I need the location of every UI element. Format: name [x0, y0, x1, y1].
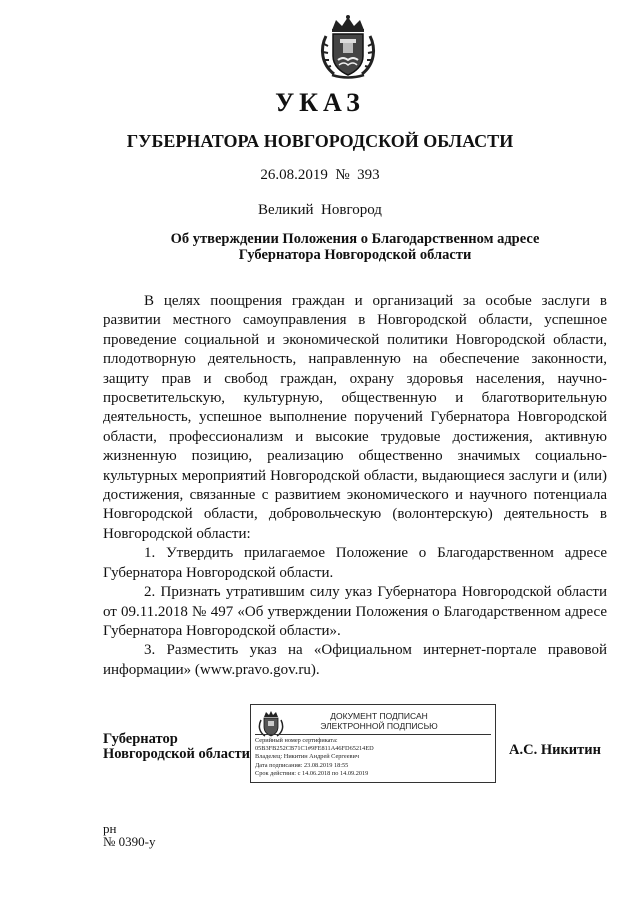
issuer-title: ГУБЕРНАТОРА НОВГОРОДСКОЙ ОБЛАСТИ — [126, 131, 514, 151]
footer-initials: рн — [103, 821, 117, 836]
stamp-owner: Владелец: Никитин Андрей Сергеевич — [255, 753, 360, 761]
date-and-number: 26.08.2019 № 393 — [260, 167, 380, 183]
city-line: Великий Новгород — [258, 202, 382, 218]
stamp-validity: Срок действия: с 14.06.2018 по 14.09.2019 — [255, 769, 369, 777]
signatory-title-line-2: Новгородской области — [103, 746, 250, 762]
stamp-serial-label: Серийный номер сертификата: — [255, 737, 338, 744]
decree-subject — [120, 231, 590, 263]
electronic-signature-stamp — [250, 704, 496, 783]
signatory-title — [103, 732, 250, 762]
subject-line-1: Об утверждении Положения о Благодарственном адресе — [170, 231, 540, 247]
stamp-signed-date: Дата подписания: 23.08.2019 18:55 — [255, 761, 349, 769]
signatory-title-line-1: Губернатор — [103, 731, 178, 747]
stamp-heading-line-1: ДОКУМЕНТ ПОДПИСАН — [330, 711, 428, 721]
document-footer — [103, 822, 155, 848]
clause-3: 3. Разместить указ на «Официальном интернет-портале правовой информации» (www.pravo.gov.ru). — [103, 642, 607, 678]
stamp-heading-line-2: ЭЛЕКТРОННОЙ ПОДПИСЬЮ — [320, 721, 438, 731]
clause-2: 2. Признать утратившим силу указ Губернатора Новгородской области от 09.11.2018 № 497 «Об утверждении Положения о Благодарственном адресе Губернатора Новгородской области». — [103, 584, 607, 639]
clause-1: 1. Утвердить прилагаемое Положение о Благодарственном адресе Губернатора Новгородской области. — [103, 545, 607, 581]
footer-number: № 0390-у — [103, 834, 156, 849]
stamp-heading — [295, 711, 463, 731]
stamp-divider — [255, 734, 491, 735]
preamble-paragraph: В целях поощрения граждан и организаций за особые заслуги в развитии местного самоуправления в Новгородской области, успешное проведение социальной и экономической политики Новгородской области, плодотворную деятельность, направленную на обеспечение законности, защиту прав и свобод граждан, охрану здоровья населения, научно-просветительскую, культурную, общественную и благотворительную деятельность, успешное выполнение поручений Губернатора Новгородской области, профессионализм и высокие трудовые достижения, активную жизненную позицию, реализацию общественно значимых социально-культурных мероприятий Новгородской области, выдающиеся заслуги и (или) достижения, связанные с развитием экономического и научного потенциала Новгородской области, добровольческую (волонтерскую) деятельность в Новгородской области: — [103, 293, 607, 542]
document-type-title: УКАЗ — [275, 88, 365, 117]
subject-line-2: Губернатора Новгородской области — [238, 247, 472, 263]
decree-body — [103, 292, 607, 680]
stamp-serial: 05B3FB252CB71C1#9FE811A46FD65214ED — [255, 745, 374, 753]
coat-of-arms-emblem — [318, 14, 378, 80]
stamp-certificate-info — [255, 737, 374, 778]
signatory-name: А.С. Никитин — [509, 742, 601, 758]
